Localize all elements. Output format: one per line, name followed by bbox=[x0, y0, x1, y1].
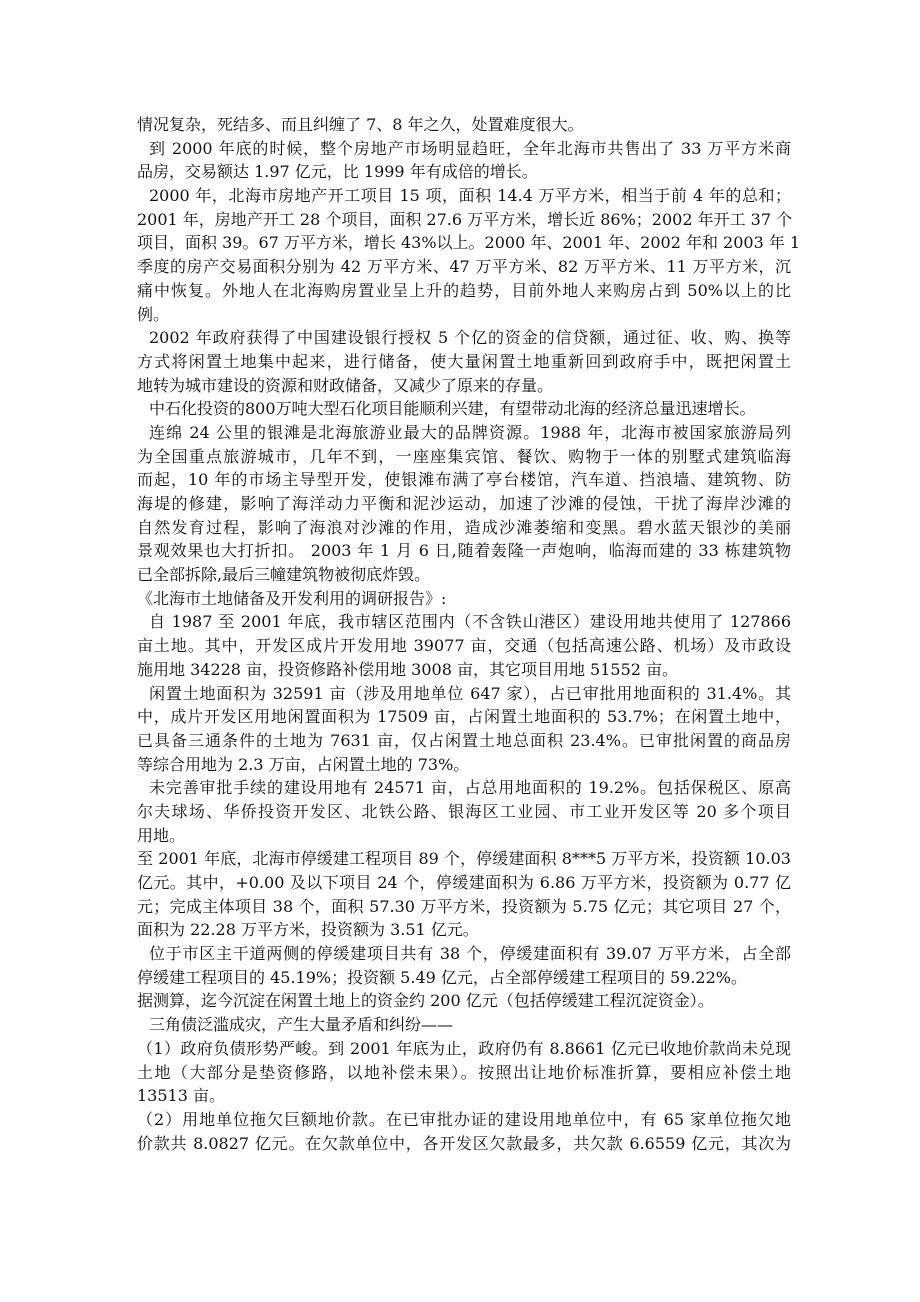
paragraph bbox=[137, 397, 791, 421]
text-line: 价款共 8.0827 亿元。在欠款单位中，各开发区欠款最多，共欠款 6.6559 亿元，其次为 bbox=[137, 1133, 791, 1153]
text-line: 为全国重点旅游城市，几年不到，一座座集宾馆、餐饮、购物于一体的别墅式建筑临海 bbox=[137, 446, 791, 466]
text-line: 施用地 34228 亩，投资修路补偿用地 3008 亩，其它项目用地 51552 亩。 bbox=[137, 659, 679, 679]
text-line: 尔夫球场、华侨投资开发区、北铁公路、银海区工业园、市工业开发区等 20 多个项目 bbox=[137, 801, 791, 821]
text-line: 未完善审批手续的建设用地有 24571 亩，占总用地面积的 19.2%。包括保税区、原高 bbox=[149, 778, 791, 798]
text-line: （2）用地单位拖欠巨额地价款。在已审批办证的建设用地单位中，有 65 家单位拖欠地 bbox=[137, 1109, 791, 1129]
text-line: 方式将闲置土地集中起来，进行储备，使大量闲置土地重新回到政府手中，既把闲置土 bbox=[137, 351, 791, 371]
text-line: 季度的房产交易面积分别为 42 万平方米、47 万平方米、82 万平方米、11 万平方米，沉 bbox=[137, 257, 791, 277]
text-line: 亿元。其中，+0.00 及以下项目 24 个，停缓建面积为 6.86 万平方米，投资额为 0.77 亿 bbox=[137, 873, 791, 892]
text-line: 中石化投资的800万吨大型石化项目能顺利兴建，有望带动北海的经济总量迅速增长。 bbox=[149, 399, 756, 419]
paragraph bbox=[137, 610, 791, 681]
text-line: 地转为城市建设的资源和财政储备，又减少了原来的存量。 bbox=[137, 375, 554, 395]
text-line: 闲置土地面积为 32591 亩（涉及用地单位 647 家），占已审批用地面积的 31.4%。其 bbox=[149, 683, 791, 703]
text-line: 2001 年，房地产开工 28 个项目，面积 27.6 万平方米，增长近 86%；2002 年开工 37 个 bbox=[137, 209, 793, 229]
text-line: 2000 年，北海市房地产开工项目 15 项，面积 14.4 万平方米，相当于前 4 年的总和； bbox=[149, 186, 791, 206]
paragraph bbox=[137, 1108, 791, 1155]
paragraph bbox=[137, 776, 791, 847]
text-line: 土地（大部分是垫资修路，以地补偿未果）。按照出让地价标准折算，要相应补偿土地 bbox=[137, 1062, 791, 1082]
text-line: 位于市区主干道两侧的停缓建项目共有 38 个，停缓建面积有 39.07 万平方米，占全部 bbox=[149, 944, 791, 964]
text-line: 已全部拆除,最后三幢建筑物被彻底炸毁。 bbox=[137, 565, 431, 585]
paragraph bbox=[137, 847, 791, 942]
text-line: 亩土地。其中，开发区成片开发用地 39077 亩，交通（包括高速公路、机场）及市政设 bbox=[137, 636, 791, 656]
paragraph bbox=[137, 989, 791, 1013]
text-line: 例。 bbox=[137, 304, 170, 324]
text-line: 景观效果也大打折扣。 2003 年 1 月 6 日,随着轰隆一声炮响，临海而建的 33 栋建筑物 bbox=[137, 541, 791, 561]
text-line: 品房，交易额达 1.97 亿元，比 1999 年有成倍的增长。 bbox=[137, 162, 538, 182]
text-line: 三角债泛滥成灾，产生大量矛盾和纠纷—— bbox=[149, 1015, 454, 1035]
text-line: 《北海市土地储备及开发利用的调研报告》: bbox=[137, 588, 447, 608]
document-body bbox=[137, 113, 801, 1155]
text-line: 面积为 22.28 万平方米，投资额为 3.51 亿元。 bbox=[137, 920, 479, 940]
text-line: 中，成片开发区用地闲置面积为 17509 亩，占闲置土地面积的 53.7%；在闲置土地中， bbox=[137, 707, 791, 727]
paragraph bbox=[137, 113, 791, 137]
text-line: 至 2001 年底，北海市停缓建工程项目 89 个，停缓建面积 8***5 万平方米，投资额 10.03 bbox=[137, 849, 791, 869]
text-line: 2002 年政府获得了中国建设银行授权 5 个亿的资金的信贷额，通过征、收、购、换等 bbox=[149, 328, 791, 348]
text-line: 用地。 bbox=[137, 825, 186, 845]
text-line: 据测算，迄今沉淀在闲置土地上的资金约 200 亿元（包括停缓建工程沉淀资金）。 bbox=[137, 991, 714, 1011]
text-line: 连绵 24 公里的银滩是北海旅游业最大的品牌资源。1988 年，北海市被国家旅游局列 bbox=[149, 422, 791, 442]
paragraph bbox=[137, 682, 791, 777]
text-line: 13513 亩。 bbox=[137, 1086, 225, 1106]
text-line: 停缓建工程项目的 45.19%；投资额 5.49 亿元，占全部停缓建工程项目的 59.22%。 bbox=[137, 967, 747, 987]
paragraph bbox=[137, 587, 791, 611]
text-line: 情况复杂，死结多、而且纠缠了 7、8 年之久，处置难度很大。 bbox=[137, 115, 584, 134]
text-line: 痛中恢复。外地人在北海购房置业呈上升的趋势，目前外地人来购房占到 50%以上的比 bbox=[137, 280, 791, 300]
paragraph bbox=[137, 137, 791, 184]
paragraph bbox=[137, 942, 791, 989]
text-line: 已具备三通条件的土地为 7631 亩，仅占闲置土地总面积 23.4%。已审批闲置的商品房 bbox=[137, 730, 791, 750]
text-line: 海堤的修建，影响了海洋动力平衡和泥沙运动，加速了沙滩的侵蚀，干扰了海岸沙滩的 bbox=[137, 494, 791, 513]
text-line: 元；完成主体项目 38 个，面积 57.30 万平方米，投资额为 5.75 亿元；其它项目 27 个， bbox=[137, 896, 791, 916]
text-line: 等综合用地为 2.3 万亩，占闲置土地的 73%。 bbox=[137, 754, 470, 774]
paragraph bbox=[137, 1037, 791, 1108]
paragraph bbox=[137, 1013, 791, 1037]
text-line: 而起，10 年的市场主导型开发，使银滩布满了亭台楼馆，汽车道、挡浪墙、建筑物、防 bbox=[137, 470, 791, 490]
paragraph bbox=[137, 326, 791, 397]
text-line: 项目，面积 39。67 万平方米，增长 43%以上。2000 年、2001 年、2002 年和 2003 年 1 bbox=[137, 233, 801, 253]
paragraph bbox=[137, 184, 801, 326]
text-line: 自 1987 至 2001 年底，我市辖区范围内（不含铁山港区）建设用地共使用了 127866 bbox=[149, 612, 791, 632]
text-line: 自然发育过程，影响了海浪对沙滩的作用，造成沙滩萎缩和变黑。碧水蓝天银沙的美丽 bbox=[137, 517, 791, 537]
text-line: 到 2000 年底的时候，整个房地产市场明显趋旺，全年北海市共售出了 33 万平方米商 bbox=[149, 138, 791, 158]
paragraph bbox=[137, 421, 791, 587]
text-line: （1）政府负债形势严峻。到 2001 年底为止，政府仍有 8.8661 亿元已收地价款尚未兑现 bbox=[137, 1038, 791, 1058]
